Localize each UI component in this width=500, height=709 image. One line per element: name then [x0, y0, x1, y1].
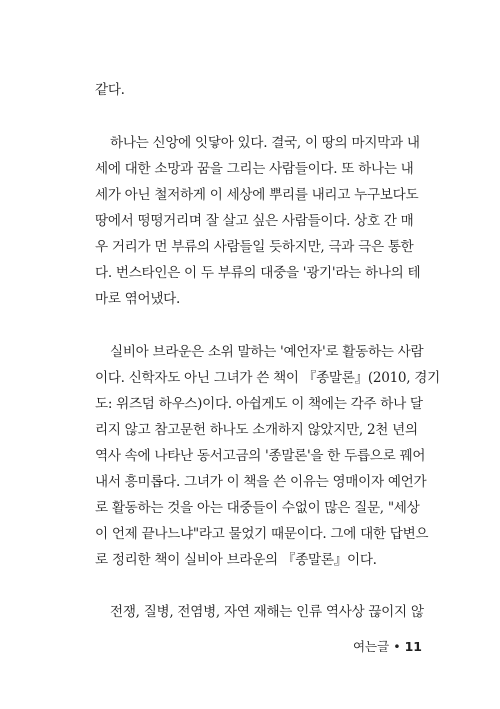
body-text-line: 땅에서 떵떵거리며 잘 살고 싶은 사람들이다. 상호 간 매 [95, 213, 414, 229]
body-text-line: 같다. [95, 82, 125, 98]
body-text-line: 역사 속에 나타난 동서고금의 '종말론'을 한 두릅으로 꿰어 [95, 448, 426, 464]
body-text-line: 다. 번스타인은 이 두 부류의 대중을 '광기'라는 하나의 테 [95, 265, 421, 281]
page-footer [353, 637, 422, 655]
body-text-line: 세가 아닌 철저하게 이 세상에 뿌리를 내리고 누구보다도 [95, 187, 419, 203]
body-text-line: 도: 위즈덤 하우스)이다. 아쉽게도 이 책에는 각주 하나 달 [95, 396, 423, 412]
body-text-line: 이다. 신학자도 아닌 그녀가 쓴 책이 『종말론』(2010, 경기 [95, 370, 440, 386]
body-text-line: 이 언제 끝나느냐"라고 물었기 때문이다. 그에 대한 답변으 [95, 526, 429, 542]
body-text-line: 로 정리한 책이 실비아 브라운의 『종말론』이다. [95, 552, 377, 568]
page-number: 11 [404, 639, 422, 654]
body-text-line: 세에 대한 소망과 꿈을 그리는 사람들이다. 또 하나는 내 [95, 161, 414, 177]
body-text-line: 내서 흥미롭다. 그녀가 이 책을 쓴 이유는 영매이자 예언가 [95, 474, 427, 490]
body-text-line: 전쟁, 질병, 전염병, 자연 재해는 인류 역사상 끊이지 않 [110, 604, 424, 620]
body-text-line: 우 거리가 먼 부류의 사람들일 듯하지만, 극과 극은 통한 [95, 239, 414, 255]
footer-separator: • [393, 639, 401, 654]
body-text-line: 하나는 신앙에 잇닿아 있다. 결국, 이 땅의 마지막과 내 [110, 135, 420, 151]
body-text-line: 마로 엮어냈다. [95, 291, 181, 307]
body-text-line: 리지 않고 참고문헌 하나도 소개하지 않았지만, 2천 년의 [95, 422, 418, 438]
body-text-line: 실비아 브라운은 소위 말하는 '예언자'로 활동하는 사람 [110, 344, 424, 360]
section-title: 여는글 [352, 639, 390, 654]
body-text-line: 로 활동하는 것을 아는 대중들이 수없이 많은 질문, "세상 [95, 500, 420, 516]
